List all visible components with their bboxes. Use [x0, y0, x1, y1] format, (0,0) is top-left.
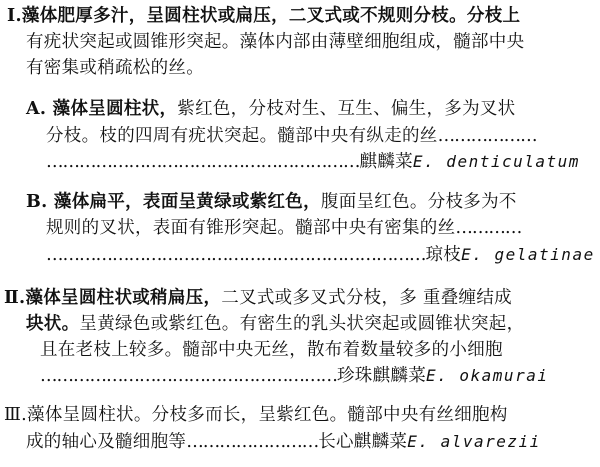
lead-b-leader-1: ………… [455, 218, 522, 238]
couplet-ii-text-1a: 藻体呈圆柱状或稍扁压， [25, 288, 222, 308]
lead-b-letter: B. [26, 192, 54, 212]
couplet-iii-taxon-latin: E. alvarezii [407, 432, 541, 451]
couplet-ii-line-1 [4, 286, 512, 310]
couplet-ii-text-2a: 块状。 [26, 314, 80, 334]
lead-a-text-2: 分枝。枝的四周有疣状突起。髓部中央有纵走的丝 [46, 126, 438, 146]
couplet-i-line-2 [26, 30, 524, 54]
couplet-i-line-3 [26, 56, 204, 80]
lead-b-line-1 [26, 190, 517, 214]
lead-a-letter: A. [26, 99, 53, 119]
lead-a-leader-1: ……………… [437, 126, 537, 146]
lead-a-text-1a: 藻体呈圆柱状， [52, 99, 178, 119]
lead-a-leader-2: ………………………………………………… [46, 152, 360, 172]
couplet-iii-taxon-name: 长心麒麟菜 [318, 432, 408, 452]
lead-b-text-2: 规则的叉状，表面有锥形突起。髓部中央有密集的丝 [46, 218, 456, 238]
lead-b-line-2 [46, 216, 521, 240]
couplet-ii-text-1b: 二叉式或多叉式分枝，多 重叠缠结成 [221, 288, 512, 308]
couplet-ii-line-3 [40, 338, 503, 362]
couplet-ii-text-2b: 呈黄绿色或紫红色。有密生的乳头状突起或圆锥状突起， [79, 314, 525, 334]
lead-a-taxon-latin: E. denticulatum [412, 152, 580, 171]
couplet-ii-taxon-latin: E. okamurai [426, 366, 549, 385]
couplet-ii-taxon-name: 珍珠麒麟菜 [337, 366, 426, 386]
couplet-i-line-1 [7, 4, 520, 28]
lead-a-text-1b: 紫红色，分枝对生、互生、偏生，多为叉状 [177, 99, 516, 119]
lead-a-line-2 [46, 124, 537, 148]
couplet-ii-number: Ⅱ. [4, 288, 26, 308]
couplet-ii-line-4 [40, 364, 548, 388]
lead-a-line-3 [46, 150, 580, 174]
couplet-iii-leader: …………………… [186, 432, 319, 452]
lead-b-line-3 [46, 243, 595, 267]
couplet-iii-line-2 [26, 430, 541, 454]
couplet-ii-leader: ……………………………………………… [40, 366, 337, 386]
couplet-ii-text-3: 且在老枝上较多。髓部中央无丝，散布着数量较多的小细胞 [40, 340, 503, 360]
lead-b-leader-2: …………………………………………………………… [46, 245, 426, 265]
lead-a-line-1 [26, 97, 515, 121]
couplet-iii-line-1 [4, 403, 508, 427]
couplet-i-text-2: 有疣状突起或圆锥形突起。藻体内部由薄壁细胞组成，髓部中央 [26, 32, 525, 52]
couplet-ii-line-2 [26, 312, 524, 336]
couplet-i-text-1: 藻体肥厚多汁，呈圆柱状或扁压，二叉式或不规则分枝。分枝上 [21, 6, 521, 26]
lead-b-text-1a: 藻体扁平，表面呈黄绿或紫红色， [53, 192, 321, 212]
couplet-i-text-3: 有密集或稍疏松的丝。 [26, 58, 204, 78]
lead-b-taxon-name: 琼枝 [425, 245, 462, 265]
lead-b-text-1b: 腹面呈红色。分枝多为不 [320, 192, 517, 212]
lead-b-taxon-latin: E. gelatinae [461, 245, 595, 264]
couplet-i-number: Ⅰ. [7, 6, 22, 26]
couplet-iii-text-2: 成的轴心及髓细胞等 [26, 432, 187, 452]
couplet-iii-text-1: Ⅲ.藻体呈圆柱状。分枝多而长，呈紫红色。髓部中央有丝细胞构 [4, 405, 508, 425]
lead-a-taxon-name: 麒麟菜 [359, 152, 413, 172]
